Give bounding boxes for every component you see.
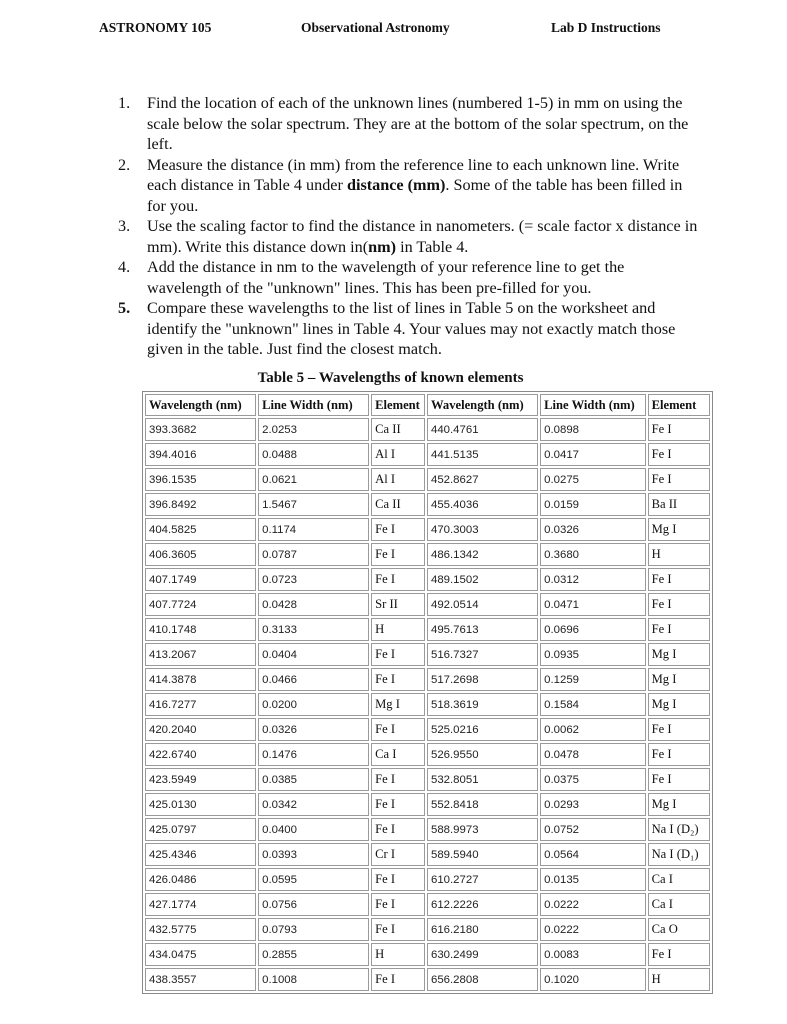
cell-element: Al I (371, 443, 425, 466)
cell-wavelength: 406.3605 (145, 543, 256, 566)
cell-element: Fe I (371, 893, 425, 916)
cell-wavelength: 423.5949 (145, 768, 256, 791)
cell-element: Ca II (371, 418, 425, 441)
cell-line-width-2: 0.0564 (540, 843, 645, 866)
cell-element-2: Fe I (648, 743, 710, 766)
cell-wavelength: 394.4016 (145, 443, 256, 466)
cell-element: Fe I (371, 793, 425, 816)
cell-element: Fe I (371, 568, 425, 591)
table-row (145, 518, 710, 541)
cell-element-2: Ca I (648, 868, 710, 891)
cell-wavelength-2: 518.3619 (427, 693, 538, 716)
cell-element-2: Fe I (648, 768, 710, 791)
cell-wavelength-2: 589.5940 (427, 843, 538, 866)
step-number: 2. (118, 155, 131, 174)
cell-element: Fe I (371, 668, 425, 691)
cell-element-2: H (648, 968, 710, 991)
cell-line-width-2: 0.1259 (540, 668, 645, 691)
table-title-text: Table 5 – Wavelengths of known elements (257, 370, 524, 386)
cell-line-width-2: 0.0293 (540, 793, 645, 816)
cell-wavelength: 396.8492 (145, 493, 256, 516)
cell-wavelength: 438.3557 (145, 968, 256, 991)
cell-line-width-2: 0.0135 (540, 868, 645, 891)
cell-line-width: 0.0723 (258, 568, 369, 591)
step-number: 1. (118, 94, 131, 112)
step-number: 5. (118, 299, 131, 317)
cell-line-width: 0.1008 (258, 968, 369, 991)
table-row (145, 893, 710, 916)
cell-element-2: Fe I (648, 568, 710, 591)
table-row (145, 793, 710, 816)
cell-wavelength-2: 630.2499 (427, 943, 538, 966)
table-row (145, 668, 710, 691)
cell-line-width: 0.0428 (258, 593, 369, 616)
table-row (145, 443, 710, 466)
cell-line-width: 0.0756 (258, 893, 369, 916)
cell-element: Fe I (371, 518, 425, 541)
cell-line-width: 0.0342 (258, 793, 369, 816)
cell-line-width-2: 0.0159 (540, 493, 645, 516)
cell-line-width: 0.1476 (258, 743, 369, 766)
step-text-end: in Table 4. (396, 237, 469, 256)
cell-line-width: 0.3133 (258, 618, 369, 641)
table-title (0, 370, 787, 386)
cell-element-2: Fe I (648, 943, 710, 966)
cell-wavelength-2: 470.3003 (427, 518, 538, 541)
header-element-2: Element (648, 394, 710, 416)
cell-element: H (371, 618, 425, 641)
cell-wavelength: 425.0130 (145, 793, 256, 816)
header-element: Element (371, 394, 425, 416)
course-subject: Observational Astronomy (301, 20, 450, 35)
cell-element-2: Na I (D₂) (648, 818, 710, 841)
table-row (145, 918, 710, 941)
instruction-step (118, 298, 698, 360)
cell-line-width: 0.0385 (258, 768, 369, 791)
step-number: 3. (118, 217, 131, 235)
table-row (145, 618, 710, 641)
cell-line-width: 1.5467 (258, 493, 369, 516)
step-emphasis: nm) (368, 237, 397, 256)
cell-line-width-2: 0.1020 (540, 968, 645, 991)
instruction-step (118, 216, 698, 257)
table-row (145, 943, 710, 966)
cell-wavelength-2: 489.1502 (427, 568, 538, 591)
cell-element: Cr I (371, 843, 425, 866)
cell-element: Fe I (371, 918, 425, 941)
table-row (145, 593, 710, 616)
cell-element: Sr II (371, 593, 425, 616)
cell-wavelength: 416.7277 (145, 693, 256, 716)
step-text: Add the distance in nm to the wavelength of your reference line to get the wavelength of the "unknown" lines. This has been pre-filled for you. (147, 258, 625, 297)
cell-wavelength: 420.2040 (145, 718, 256, 741)
table-row (145, 818, 710, 841)
step-emphasis: distance (mm) (346, 176, 446, 194)
table-row (145, 868, 710, 891)
cell-wavelength: 434.0475 (145, 943, 256, 966)
table-row (145, 468, 710, 491)
cell-wavelength: 414.3878 (145, 668, 256, 691)
cell-wavelength-2: 455.4036 (427, 493, 538, 516)
cell-wavelength: 407.1749 (145, 568, 256, 591)
cell-line-width: 0.0621 (258, 468, 369, 491)
cell-line-width: 0.0488 (258, 443, 369, 466)
header-wavelength-2: Wavelength (nm) (427, 394, 538, 416)
table-row (145, 843, 710, 866)
known-wavelengths-table (142, 391, 713, 994)
cell-line-width: 0.0466 (258, 668, 369, 691)
cell-line-width-2: 0.0375 (540, 768, 645, 791)
cell-element: Fe I (371, 868, 425, 891)
cell-wavelength-2: 656.2808 (427, 968, 538, 991)
cell-element: Ca I (371, 743, 425, 766)
cell-wavelength-2: 486.1342 (427, 543, 538, 566)
cell-element: Al I (371, 468, 425, 491)
table-row (145, 718, 710, 741)
cell-wavelength: 432.5775 (145, 918, 256, 941)
cell-wavelength-2: 492.0514 (427, 593, 538, 616)
cell-line-width-2: 0.0062 (540, 718, 645, 741)
header-line-width: Line Width (nm) (258, 394, 369, 416)
cell-line-width: 0.0393 (258, 843, 369, 866)
cell-element-2: Fe I (648, 593, 710, 616)
cell-line-width-2: 0.0471 (540, 593, 645, 616)
cell-wavelength: 427.1774 (145, 893, 256, 916)
step-text: Use the scaling factor to find the distance in nanometers. (= scale factor x distance in mm). Write this distance down in( (147, 217, 698, 256)
cell-wavelength: 422.6740 (145, 743, 256, 766)
cell-wavelength-2: 532.8051 (427, 768, 538, 791)
cell-line-width-2: 0.0417 (540, 443, 645, 466)
step-text: Compare these wavelengths to the list of lines in Table 5 on the worksheet and identify the "unknown" lines in Table 4. Your values may not exactly match those given in the table. Just find the closest match. (147, 299, 676, 358)
cell-wavelength-2: 612.2226 (427, 893, 538, 916)
cell-line-width: 0.0404 (258, 643, 369, 666)
instruction-list (118, 93, 698, 360)
cell-element-2: Ca O (648, 918, 710, 941)
cell-line-width: 0.0793 (258, 918, 369, 941)
cell-element: H (371, 943, 425, 966)
cell-line-width: 0.2855 (258, 943, 369, 966)
table-row (145, 968, 710, 991)
cell-wavelength: 396.1535 (145, 468, 256, 491)
cell-element: Fe I (371, 818, 425, 841)
cell-element-2: Fe I (648, 443, 710, 466)
cell-wavelength-2: 452.8627 (427, 468, 538, 491)
cell-line-width: 2.0253 (258, 418, 369, 441)
cell-line-width-2: 0.0696 (540, 618, 645, 641)
cell-line-width: 0.0595 (258, 868, 369, 891)
cell-wavelength-2: 616.2180 (427, 918, 538, 941)
cell-element-2: Ba II (648, 493, 710, 516)
cell-element: Ca II (371, 493, 425, 516)
cell-line-width-2: 0.1584 (540, 693, 645, 716)
cell-wavelength: 410.1748 (145, 618, 256, 641)
cell-element-2: Ca I (648, 893, 710, 916)
cell-wavelength-2: 588.9973 (427, 818, 538, 841)
cell-wavelength: 407.7724 (145, 593, 256, 616)
cell-element-2: Fe I (648, 418, 710, 441)
step-number: 4. (118, 258, 131, 276)
cell-wavelength: 425.4346 (145, 843, 256, 866)
cell-line-width-2: 0.0935 (540, 643, 645, 666)
cell-line-width-2: 0.0312 (540, 568, 645, 591)
cell-line-width-2: 0.0083 (540, 943, 645, 966)
cell-wavelength: 404.5825 (145, 518, 256, 541)
cell-line-width-2: 0.3680 (540, 543, 645, 566)
table-row (145, 418, 710, 441)
instruction-step (118, 257, 698, 298)
cell-element-2: Mg I (648, 643, 710, 666)
cell-wavelength: 426.0486 (145, 868, 256, 891)
step-text: Find the location of each of the unknown lines (numbered 1-5) in mm on using the scale below the solar spectrum. They are at the bottom of the solar spectrum, on the left. (147, 94, 689, 153)
cell-element-2: Mg I (648, 518, 710, 541)
cell-line-width: 0.0787 (258, 543, 369, 566)
step-text: Measure the distance (in mm) from the reference line to each unknown line. Write each distance in Table 4 under (147, 155, 680, 194)
table-row (145, 693, 710, 716)
cell-element-2: Mg I (648, 668, 710, 691)
cell-element: Fe I (371, 768, 425, 791)
table-row (145, 543, 710, 566)
cell-wavelength-2: 526.9550 (427, 743, 538, 766)
cell-element: Fe I (371, 968, 425, 991)
cell-element-2: Fe I (648, 468, 710, 491)
instruction-step (118, 155, 698, 217)
header-line-width-2: Line Width (nm) (540, 394, 645, 416)
cell-line-width-2: 0.0898 (540, 418, 645, 441)
table-row (145, 568, 710, 591)
instruction-step (118, 93, 698, 155)
cell-line-width-2: 0.0478 (540, 743, 645, 766)
cell-wavelength: 425.0797 (145, 818, 256, 841)
table-row (145, 743, 710, 766)
cell-wavelength: 393.3682 (145, 418, 256, 441)
cell-element: Fe I (371, 543, 425, 566)
cell-wavelength-2: 525.0216 (427, 718, 538, 741)
cell-line-width-2: 0.0752 (540, 818, 645, 841)
cell-line-width: 0.1174 (258, 518, 369, 541)
cell-line-width-2: 0.0275 (540, 468, 645, 491)
cell-element-2: Mg I (648, 693, 710, 716)
cell-element-2: Fe I (648, 618, 710, 641)
cell-line-width-2: 0.0222 (540, 918, 645, 941)
table-body (145, 418, 710, 991)
cell-wavelength-2: 552.8418 (427, 793, 538, 816)
page-header (0, 20, 787, 40)
cell-line-width-2: 0.0222 (540, 893, 645, 916)
table-row (145, 493, 710, 516)
cell-element-2: Mg I (648, 793, 710, 816)
cell-line-width: 0.0400 (258, 818, 369, 841)
cell-wavelength-2: 610.2727 (427, 868, 538, 891)
step-text-end: . Some of the table has been filled in for you. (147, 176, 683, 215)
cell-wavelength-2: 440.4761 (427, 418, 538, 441)
table-row (145, 643, 710, 666)
cell-element: Fe I (371, 643, 425, 666)
header-wavelength: Wavelength (nm) (145, 394, 256, 416)
cell-element-2: Fe I (648, 718, 710, 741)
cell-wavelength-2: 495.7613 (427, 618, 538, 641)
cell-line-width: 0.0326 (258, 718, 369, 741)
cell-element: Fe I (371, 718, 425, 741)
cell-element: Mg I (371, 693, 425, 716)
cell-line-width-2: 0.0326 (540, 518, 645, 541)
cell-wavelength-2: 441.5135 (427, 443, 538, 466)
cell-element-2: Na I (D₁) (648, 843, 710, 866)
table-row (145, 768, 710, 791)
cell-line-width: 0.0200 (258, 693, 369, 716)
cell-wavelength-2: 516.7327 (427, 643, 538, 666)
cell-wavelength-2: 517.2698 (427, 668, 538, 691)
document-title: Lab D Instructions (551, 20, 661, 35)
cell-element-2: H (648, 543, 710, 566)
cell-wavelength: 413.2067 (145, 643, 256, 666)
course-name: ASTRONOMY 105 (99, 20, 212, 35)
table-header-row (145, 394, 710, 416)
